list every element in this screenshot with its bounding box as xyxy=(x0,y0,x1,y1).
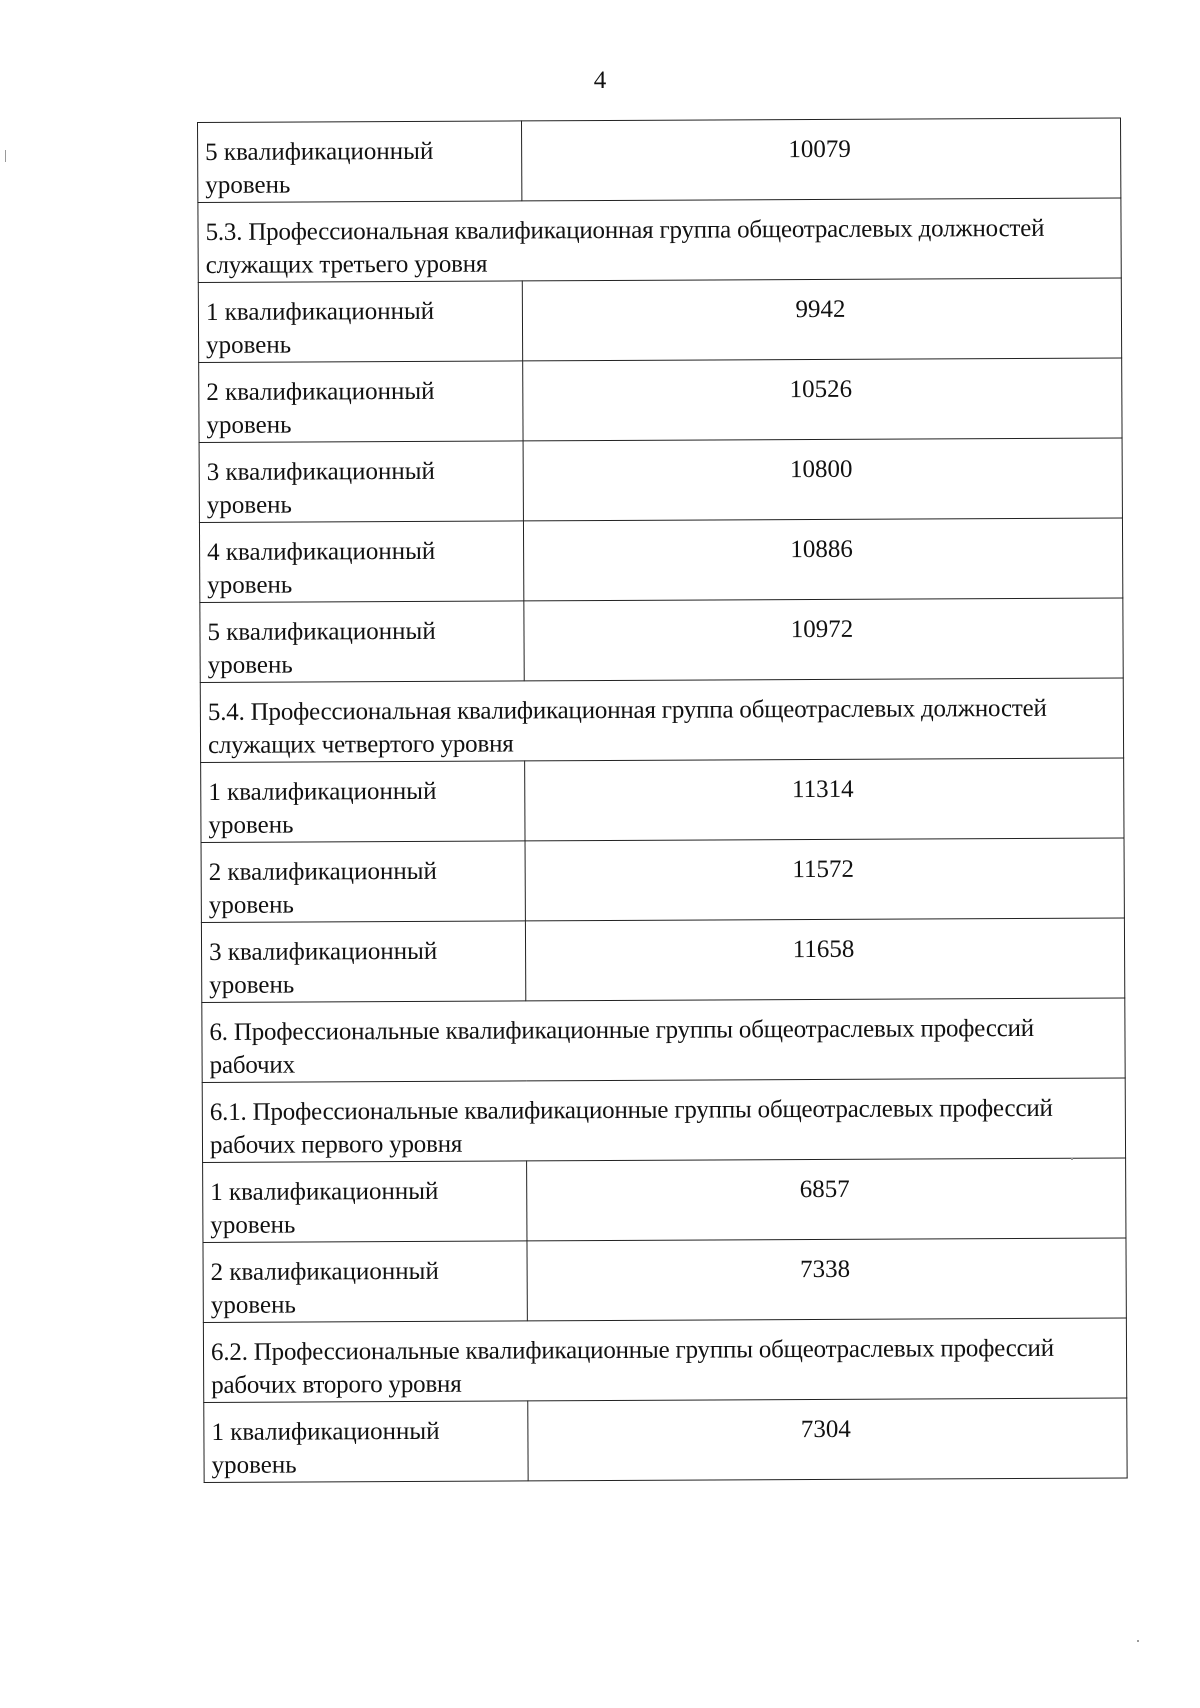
group-title: 6.1. Профессиональные квалификационные группы общеотраслевых профессий рабочих первого уровня xyxy=(202,1078,1125,1163)
qualification-level-label: 3 квалификационный уровень xyxy=(201,921,525,1003)
group-title: 5.4. Профессиональная квалификационная группа общеотраслевых должностей служащих четвертого уровня xyxy=(200,678,1123,763)
table-row xyxy=(199,518,1122,603)
qualification-level-label: 1 квалификационный уровень xyxy=(198,281,522,363)
salary-value: 10079 xyxy=(521,118,1120,201)
group-title: 6. Профессиональные квалификационные группы общеотраслевых профессий рабочих xyxy=(202,998,1125,1083)
qualification-level-label: 4 квалификационный уровень xyxy=(199,521,523,603)
group-header-row xyxy=(200,678,1123,763)
salary-value: 10800 xyxy=(523,438,1122,521)
scan-mark xyxy=(1137,1640,1139,1642)
table-row xyxy=(198,118,1121,203)
table-row xyxy=(201,918,1124,1003)
table-row xyxy=(203,1238,1126,1323)
group-header-row xyxy=(203,1318,1126,1403)
scan-mark xyxy=(5,150,6,162)
qualification-level-label: 1 квалификационный уровень xyxy=(204,1401,528,1483)
salary-value: 10972 xyxy=(524,598,1123,681)
group-header-row xyxy=(202,1078,1125,1163)
table-row xyxy=(204,1398,1127,1483)
salary-value: 9942 xyxy=(522,278,1121,361)
table-row xyxy=(201,758,1124,843)
table-row xyxy=(198,278,1121,363)
qualification-level-label: 2 квалификационный уровень xyxy=(199,361,523,443)
table-row xyxy=(203,1158,1126,1243)
scan-mark xyxy=(1071,1158,1073,1160)
group-title: 5.3. Профессиональная квалификационная группа общеотраслевых должностей служащих третьего уровня xyxy=(198,198,1121,283)
table-row xyxy=(199,358,1122,443)
qualification-level-label: 1 квалификационный уровень xyxy=(203,1161,527,1243)
salary-value: 10526 xyxy=(523,358,1122,441)
page-number: 4 xyxy=(593,67,607,94)
salary-value: 7338 xyxy=(527,1238,1126,1321)
qualification-level-label: 3 квалификационный уровень xyxy=(199,441,523,523)
qualification-level-label: 2 квалификационный уровень xyxy=(201,841,525,923)
table-row xyxy=(200,598,1123,683)
group-title: 6.2. Профессиональные квалификационные группы общеотраслевых профессий рабочих второго уровня xyxy=(203,1318,1126,1403)
group-header-row xyxy=(198,198,1121,283)
qualification-level-label: 2 квалификационный уровень xyxy=(203,1241,527,1323)
salary-table xyxy=(197,117,1128,1482)
table-row xyxy=(201,838,1124,923)
salary-value: 7304 xyxy=(528,1398,1127,1481)
qualification-level-label: 5 квалификационный уровень xyxy=(198,121,522,203)
group-header-row xyxy=(202,998,1125,1083)
salary-value: 11572 xyxy=(525,838,1124,921)
salary-table-body xyxy=(198,118,1128,1482)
qualification-level-label: 5 квалификационный уровень xyxy=(200,601,524,683)
salary-value: 11658 xyxy=(525,918,1124,1001)
salary-value: 10886 xyxy=(523,518,1122,601)
salary-value: 6857 xyxy=(527,1158,1126,1241)
salary-value: 11314 xyxy=(525,758,1124,841)
table-row xyxy=(199,438,1122,523)
qualification-level-label: 1 квалификационный уровень xyxy=(201,761,525,843)
